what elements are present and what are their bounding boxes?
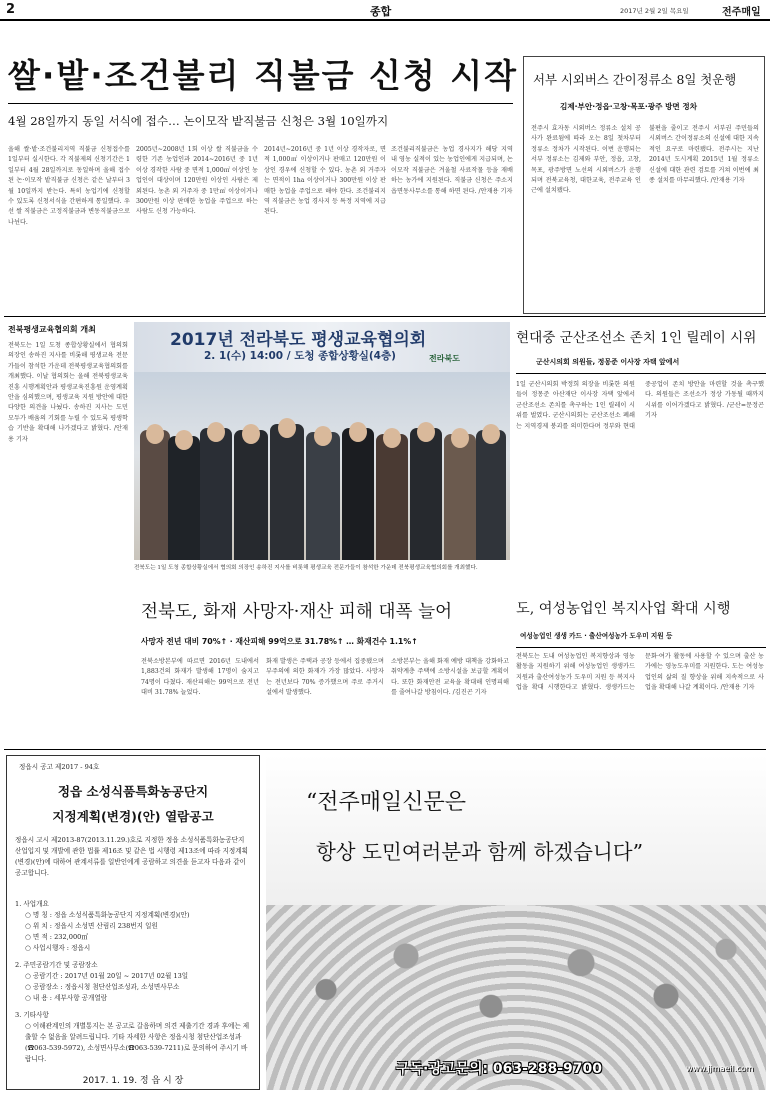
- notice-item: ○ 공람장소 : 정읍시청 첨단산업조성과, 소성면사무소: [25, 983, 180, 991]
- masthead-rule: [0, 19, 770, 21]
- ad-contact: 구독·광고문의: 063-288-9700: [396, 1061, 602, 1077]
- relay-headline: 현대중 군산조선소 존치 1인 릴레이 시위: [516, 330, 757, 346]
- relay-rule: [516, 373, 766, 374]
- notice-footer: 2017. 1. 19. 정 읍 시 장: [82, 1076, 184, 1086]
- women-headline: 도, 여성농업인 복지사업 확대 시행: [516, 601, 731, 617]
- women-rule: [516, 647, 766, 648]
- notice-item: ○ 내 용 : 세부사항 공개열람: [25, 994, 108, 1002]
- side-top-subhead: 김제·부안·정읍·고창·목포·광주 방면 정차: [560, 102, 698, 111]
- lead-rule: [8, 103, 513, 104]
- relay-subhead: 군산시의회 의원들, 정몽준 이사장 자택 앞에서: [536, 358, 680, 366]
- event-photo: [134, 322, 510, 560]
- side-top-col-2: 불편을 줄이고 전주시 서부권 주민들의 시외버스 간이정류소의 신설에 대한 지속적인 요구로 마련됐다. 전주시는 지난 2014년 도시계획 2015년 1월 정류소 신설에 대한 관련 검토를 거쳐 이번에 최종 설치를 마무리했다. /안재용 기자: [649, 125, 759, 185]
- notice-item: ○ 면 적 : 232,000㎡: [25, 933, 88, 941]
- relay-body: 1일 군산시의회 박정희 의장을 비롯한 의원들이 정몽준 아산재단 이사장 자택 앞에서 군산조선소 존치를 촉구하는 1인 릴레이 시위를 벌였다. 군산시의회는 군산조선소 폐쇄는 지역경제 붕괴를 의미한다며 정부와 현대중공업이 존치 방안을 마련할 것을 촉구했다. 의원들은 조선소가 정상 가동될 때까지 시위를 이어가겠다고 밝혔다. /군산=문정곤 기자: [516, 381, 764, 430]
- notice-title-2: 지정계획(변경)(안) 열람공고: [52, 809, 214, 824]
- photo-story-body: 전북도는 1일 도청 종합상황실에서 협의회 의장인 송하진 지사를 비롯해 평생교육 전문가들이 참석한 가운데 전북평생교육협의회를 개최했다. 이날 협의회는 올해 전북평생교육진흥 시행계획안과 평생교육진흥원 운영계획안을 심의했으며, 평생교육 지원 방안에 대한 다양한 의견을 나눴다. 송하진 지사는 도민 모두가 배움의 기회를 누릴 수 있도록 평생학습 기반을 확대해 나가겠다고 밝혔다. /안재용 기자: [8, 342, 128, 443]
- section-rule-2: [4, 749, 766, 750]
- notice-section-2: 2. 주민공람기간 및 공람장소: [15, 961, 98, 969]
- banner-title: 2017년 전라북도 평생교육협의회: [170, 330, 427, 350]
- photo-story-title: 전북평생교육협의회 개최: [8, 325, 96, 334]
- banner-subtitle: 2. 1(수) 14:00 / 도청 종합상황실(4층): [204, 350, 396, 362]
- notice-item: ○ 공람기간 : 2017년 01월 20일 ~ 2017년 02월 13일: [25, 972, 189, 980]
- paper-name: 전주매일: [722, 7, 761, 18]
- side-top-col-1: 전주시 효자동 시외버스 정류소 설치 공사가 완료됨에 따라 오는 8일 첫차부터 정류소 정차가 시작된다. 이번 운행되는 서부 정류소는 김제와 부안, 정읍, 고창, 목포, 광주방면 노선의 시외버스가 운행되며 전북교육청, 대한교육, 전주교육 인근에 설치됐다.: [531, 125, 641, 195]
- lead-col-4: 조건불리직불금은 농업 경사지가 해당 지역 내 영농 실적이 있는 농업인에게 지급되며, 논이모작 직불금은 겨울철 사료작물 등을 재배하는 농가에 지원된다. 직불금 신청은 주소지 읍면동사무소를 통해 하면 된다. /안재용 기자: [391, 146, 513, 195]
- page-number: 2: [6, 2, 16, 17]
- section-label: 종합: [370, 5, 392, 18]
- notice-item: ○ 위 치 : 정읍시 소성면 산림리 238번지 일원: [25, 922, 158, 930]
- lead-subhead: 4월 28일까지 동일 서식에 접수… 논이모작 밭직불금 신청은 3월 10일까지: [8, 114, 389, 128]
- photo-caption: 전북도는 1일 도청 종합상황실에서 협의회 의장인 송하진 지사를 비롯해 평생교육 전문가들이 참석한 가운데 전북평생교육협의회를 개최했다.: [134, 565, 478, 571]
- women-body: 전북도는 도내 여성농업인 복지향상과 영농활동을 지원하기 위해 여성농업인 생생카드 지원과 출산여성농가 도우미 지원 등 복지사업을 확대 시행한다고 밝혔다. 생생카드는 문화·여가 활동에 사용할 수 있으며 출산 농가에는 영농도우미를 지원한다. 도는 여성농업인의 삶의 질 향상을 위해 지속적으로 사업을 확대해 나갈 계획이다. /안재용 기자: [516, 653, 764, 692]
- notice-section-3: 3. 기타사항: [15, 1011, 49, 1019]
- notice-item: ○ 사업시행자 : 정읍시: [25, 944, 91, 952]
- public-notice: [6, 755, 260, 1090]
- ad-website: www.jjmaeil.com: [686, 1064, 754, 1073]
- notice-intro: 정읍시 고시 제2013-87(2013.11.29.)호로 지정한 정읍 소성식품특화농공단지 산업입지 및 개발에 관한 법률 제16조 및 같은 법 시행령 제13조에 따라 지정계획(변경)(안)에 대하여 관계서류를 일반인에게 공람하고 의견을 듣고자 다음과 같이 공고합니다.: [15, 836, 249, 877]
- fire-col-1: 전북소방본부에 따르면 2016년 도내에서 1,883건의 화재가 발생해 17명이 숨지고 74명이 다쳤다. 재산피해는 99억으로 전년 대비 31.78% 늘었다.: [141, 658, 259, 697]
- lead-col-3: 2014년~2016년 중 1년 이상 경작자로, 면적 1,000㎡ 이상이거나 판매고 120만원 이상인 경우에 신청할 수 있다. 농촌 외 거주자는 면적이 1ha 이상이거나 300만원 이상 판매한 농업을 주업으로 해야 한다. 조건불리지역 직불금은 농업 경사지 등 특정 지역에 지급된다.: [264, 146, 386, 216]
- fire-headline: 전북도, 화재 사망자·재산 피해 대폭 늘어: [141, 602, 453, 622]
- fire-col-3: 소방본부는 올해 화재 예방 대책을 강화하고 취약계층 주택에 소방시설을 보급할 계획이다. 또한 화재안전 교육을 확대해 인명피해를 줄여나갈 방침이다. /김진곤 기자: [391, 658, 509, 697]
- lead-col-1: 올해 쌀·밭·조건불리지역 직불금 신청접수를 1일부터 실시한다. 각 직불제의 신청기간은 1일부터 4월 28일까지로 동일하며 올해 접수된 논·이모작 밭직불금 신청은 같은 날부터 3월 10일까지 받는다. 특히 농업기에 신청할 수 있도록 신청서식을 간편하게 통일했다. 우선 쌀 직불금은 고정직불금과 변동직불금으로 나뉜다.: [8, 146, 130, 226]
- side-top-headline: 서부 시외버스 간이정류소 8일 첫운행: [533, 72, 737, 87]
- section-rule-1: [4, 316, 766, 317]
- notice-section-1: 1. 사업개요: [15, 900, 49, 908]
- ad-slogan-2: 항상 도민여러분과 함께 하겠습니다”: [316, 840, 644, 864]
- notice-item: ○ 이해관계인의 개별통지는 본 공고로 갈음하며 의견 제출기간 경과 후에는 제출할 수 없음을 알려드립니다. 기타 자세한 사항은 정읍시청 첨단산업조성과(☎063-539-5972), 소성면사무소(☎063-539-7211)로 문의하여 주시기 바랍니다.: [25, 1022, 250, 1063]
- notice-title-1: 정읍 소성식품특화농공단지: [57, 784, 209, 799]
- ad-slogan-1: “전주매일신문은: [306, 790, 467, 815]
- fire-subhead: 사망자 전년 대비 70%↑ · 재산피해 99억으로 31.78%↑ … 화재건수 1.1%↑: [141, 637, 418, 646]
- issue-date: 2017년 2월 2일 목요일: [620, 7, 689, 15]
- lead-headline: 쌀·밭·조건불리 직불금 신청 시작: [8, 56, 518, 95]
- notice-item: ○ 명 칭 : 정읍 소성식품특화농공단지 지정계획(변경)(안): [25, 911, 190, 919]
- ad-sky: [266, 755, 766, 905]
- banner-logo: 전라북도: [429, 354, 460, 363]
- people-group: [134, 372, 510, 560]
- lead-col-2: 2005년~2008년 1회 이상 쌀 직불금을 수령한 기존 농업인과 2014~2016년 중 1년 이상 경작한 사람 중 면적 1,000㎡ 이상인 농업인이 대상이며 120만원 이상인 사람은 제외된다. 농촌 외 거주자 중 1만㎡ 이상이거나 300만원 이상 판매한 농업을 주업으로 하는 사람도 신청 가능하다.: [136, 146, 258, 216]
- notice-label: 정읍시 공고 제2017 - 94호: [19, 763, 100, 771]
- fire-col-2: 화재 발생은 주택과 공장 등에서 집중됐으며 부주의에 의한 화재가 가장 많았다. 사망자는 전년보다 70% 증가했으며 주로 주거시설에서 발생했다.: [266, 658, 384, 697]
- event-banner: [134, 322, 510, 372]
- sunflower-ad: [266, 755, 766, 1090]
- women-subhead: 여성농업인 생생 카드 · 출산여성농가 도우미 지원 등: [520, 632, 673, 640]
